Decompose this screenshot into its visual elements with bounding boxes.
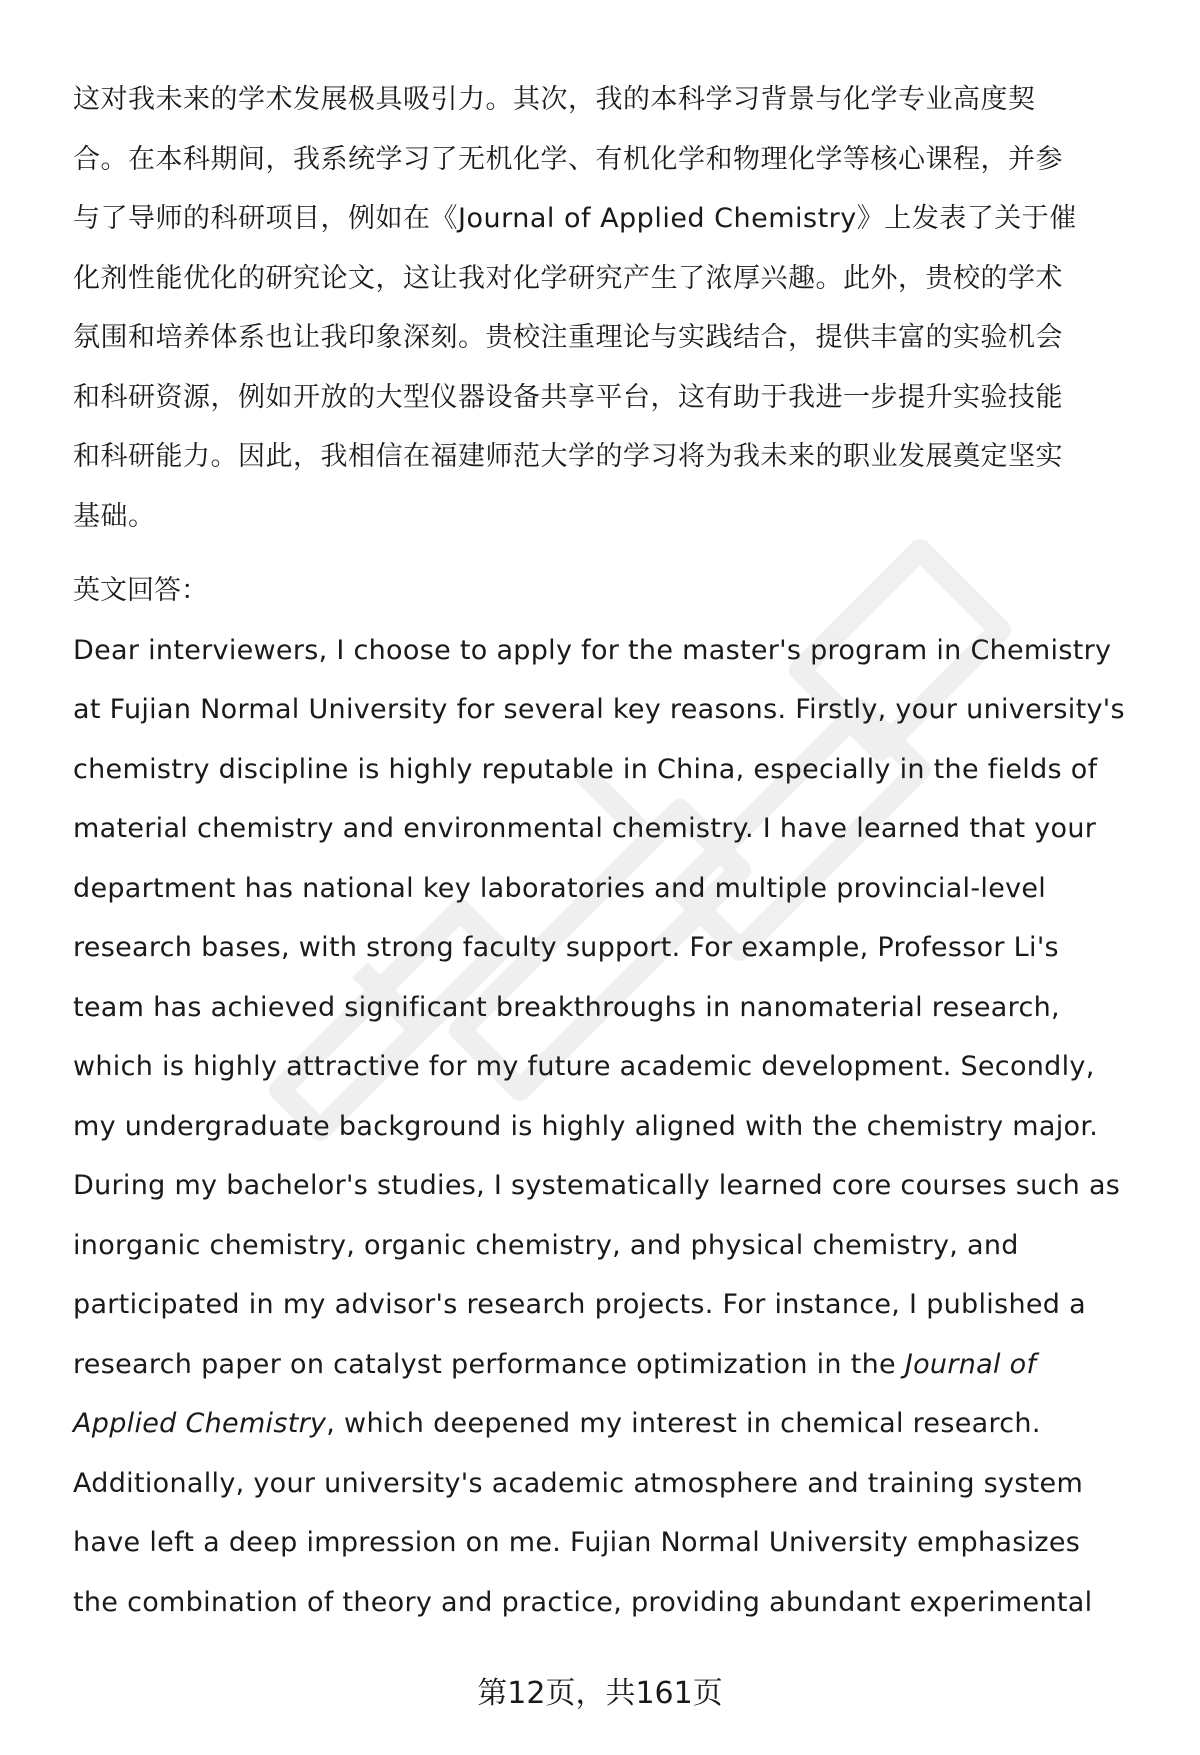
chinese-line: 这对我未来的学术发展极具吸引力。其次，我的本科学习背景与化学专业高度契: [73, 84, 1036, 115]
english-line: participated in my advisor's research projects. For instance, I published a: [73, 1289, 1086, 1320]
english-line: my undergraduate background is highly aligned with the chemistry major.: [73, 1110, 1099, 1142]
english-line: research bases, with strong faculty support. For example, Professor Li's: [73, 932, 1059, 963]
journal-title-part1: Journal of: [904, 1348, 1037, 1380]
english-line: have left a deep impression on me. Fujian Normal University emphasizes: [73, 1527, 1081, 1558]
chinese-line: 化剂性能优化的研究论文，这让我对化学研究产生了浓厚兴趣。此外，贵校的学术: [73, 262, 1063, 294]
english-line: at Fujian Normal University for several key reasons. Firstly, your university's: [73, 694, 1125, 725]
journal-title-part2: Applied Chemistry: [73, 1408, 327, 1439]
chinese-line: 和科研资源，例如开放的大型仪器设备共享平台，这有助于我进一步提升实验技能: [73, 381, 1063, 413]
chinese-paragraph: [73, 70, 1143, 546]
english-line: [73, 1335, 1143, 1395]
english-paragraph: [73, 621, 1143, 1633]
english-line: During my bachelor's studies, I systematically learned core courses such as: [73, 1170, 1121, 1201]
english-line: Dear interviewers, I choose to apply for the master's program in Chemistry: [73, 634, 1112, 666]
english-line: team has achieved significant breakthroughs in nanomaterial research,: [73, 991, 1060, 1023]
english-line-text: research paper on catalyst performance optimization in the: [73, 1348, 905, 1380]
chinese-line: 合。在本科期间，我系统学习了无机化学、有机化学和物理化学等核心课程，并参: [73, 143, 1063, 175]
english-line: material chemistry and environmental chemistry. I have learned that your: [73, 813, 1097, 844]
english-line: Additionally, your university's academic atmosphere and training system: [73, 1467, 1084, 1499]
chinese-line: 基础。: [73, 500, 156, 532]
english-line: which is highly attractive for my future academic development. Secondly,: [73, 1051, 1095, 1082]
page-content: [73, 70, 1143, 1632]
english-line-text: , which deepened my interest in chemical research.: [326, 1408, 1041, 1439]
english-line: chemistry discipline is highly reputable in China, especially in the fields of: [73, 753, 1098, 785]
chinese-line: 氛围和培养体系也让我印象深刻。贵校注重理论与实践结合，提供丰富的实验机会: [73, 322, 1063, 353]
english-answer-label: 英文回答：: [73, 575, 208, 606]
english-line: the combination of theory and practice, providing abundant experimental: [73, 1586, 1093, 1618]
english-line: inorganic chemistry, organic chemistry, and physical chemistry, and: [73, 1229, 1019, 1261]
english-line: department has national key laboratories and multiple provincial-level: [73, 872, 1047, 904]
chinese-line: 和科研能力。因此，我相信在福建师范大学的学习将为我未来的职业发展奠定坚实: [73, 441, 1063, 472]
page-number-footer: 第12页，共161页: [477, 1676, 723, 1711]
chinese-line: 与了导师的科研项目，例如在《Journal of Applied Chemistry》上发表了关于催: [73, 203, 1077, 234]
english-line: [73, 1394, 1143, 1454]
